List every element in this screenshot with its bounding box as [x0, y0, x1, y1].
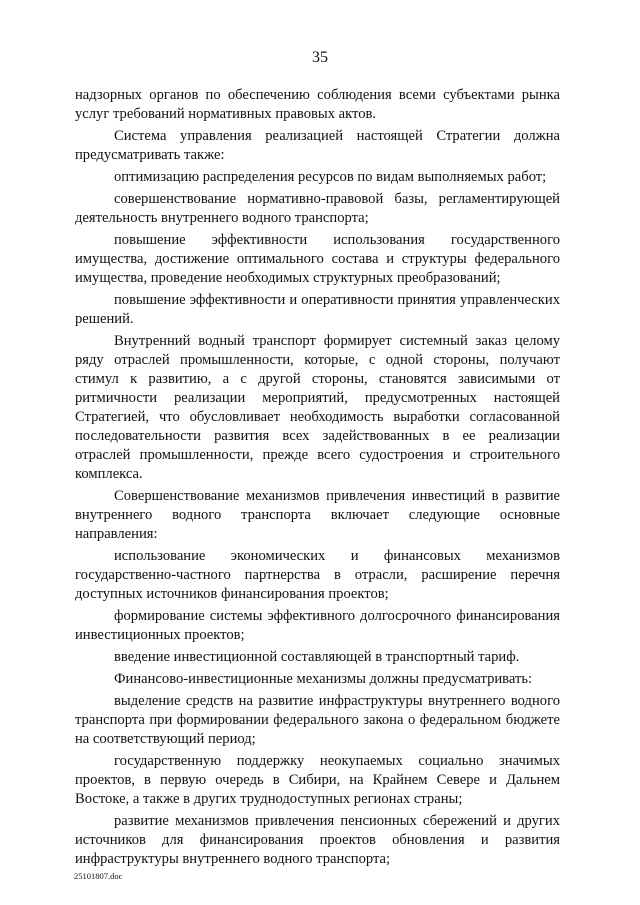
paragraph: надзорных органов по обеспечению соблюдения всеми субъектами рынка услуг требований нормативных правовых актов.: [75, 87, 560, 122]
paragraph: введение инвестиционной составляющей в транспортный тариф.: [114, 649, 520, 665]
paragraph: выделение средств на развитие инфраструктуры внутреннего водного транспорта при формировании федерального закона о федеральном бюджете на соответствующий период;: [75, 693, 560, 747]
document-body: [75, 86, 560, 869]
paragraph: Система управления реализацией настоящей Стратегии должна предусматривать также:: [75, 128, 560, 163]
paragraph: Совершенствование механизмов привлечения инвестиций в развитие внутреннего водного транспорта включает следующие основные направления:: [75, 488, 560, 542]
paragraph: развитие механизмов привлечения пенсионных сбережений и других источников для финансирования проектов обновления и развития инфраструктуры внутреннего водного транспорта;: [75, 813, 560, 867]
paragraph: использование экономических и финансовых механизмов государственно-частного партнерства в отрасли, расширение перечня доступных источников финансирования проектов;: [75, 548, 560, 602]
paragraph: оптимизацию распределения ресурсов по видам выполняемых работ;: [114, 169, 547, 185]
page-number: 35: [312, 49, 328, 66]
paragraph: повышение эффективности и оперативности принятия управленческих решений.: [75, 292, 560, 327]
paragraph: Финансово-инвестиционные механизмы должны предусматривать:: [114, 671, 533, 687]
paragraph: повышение эффективности использования государственного имущества, достижение оптимального состава и структуры федерального имущества, проведение необходимых структурных преобразований;: [75, 232, 560, 286]
footer-document-code: 25101807.doc: [74, 871, 123, 881]
paragraph: государственную поддержку неокупаемых социально значимых проектов, в первую очередь в Сибири, на Крайнем Севере и Дальнем Востоке, а также в других труднодоступных регионах страны;: [75, 753, 560, 807]
paragraph: Внутренний водный транспорт формирует системный заказ целому ряду отраслей промышленности, которые, с одной стороны, получают стимул к развитию, а с другой стороны, становятся зависимыми от ритмичности реализации мероприятий, предусмотренных настоящей Стратегией, что обусловливает необходимость выработки согласованной последовательности развития всех задействованных в ее реализации отраслей промышленности, прежде всего судостроения и строительного комплекса.: [75, 333, 560, 482]
paragraph: формирование системы эффективного долгосрочного финансирования инвестиционных проектов;: [75, 608, 560, 643]
paragraph: совершенствование нормативно-правовой базы, регламентирующей деятельность внутреннего водного транспорта;: [75, 191, 560, 226]
